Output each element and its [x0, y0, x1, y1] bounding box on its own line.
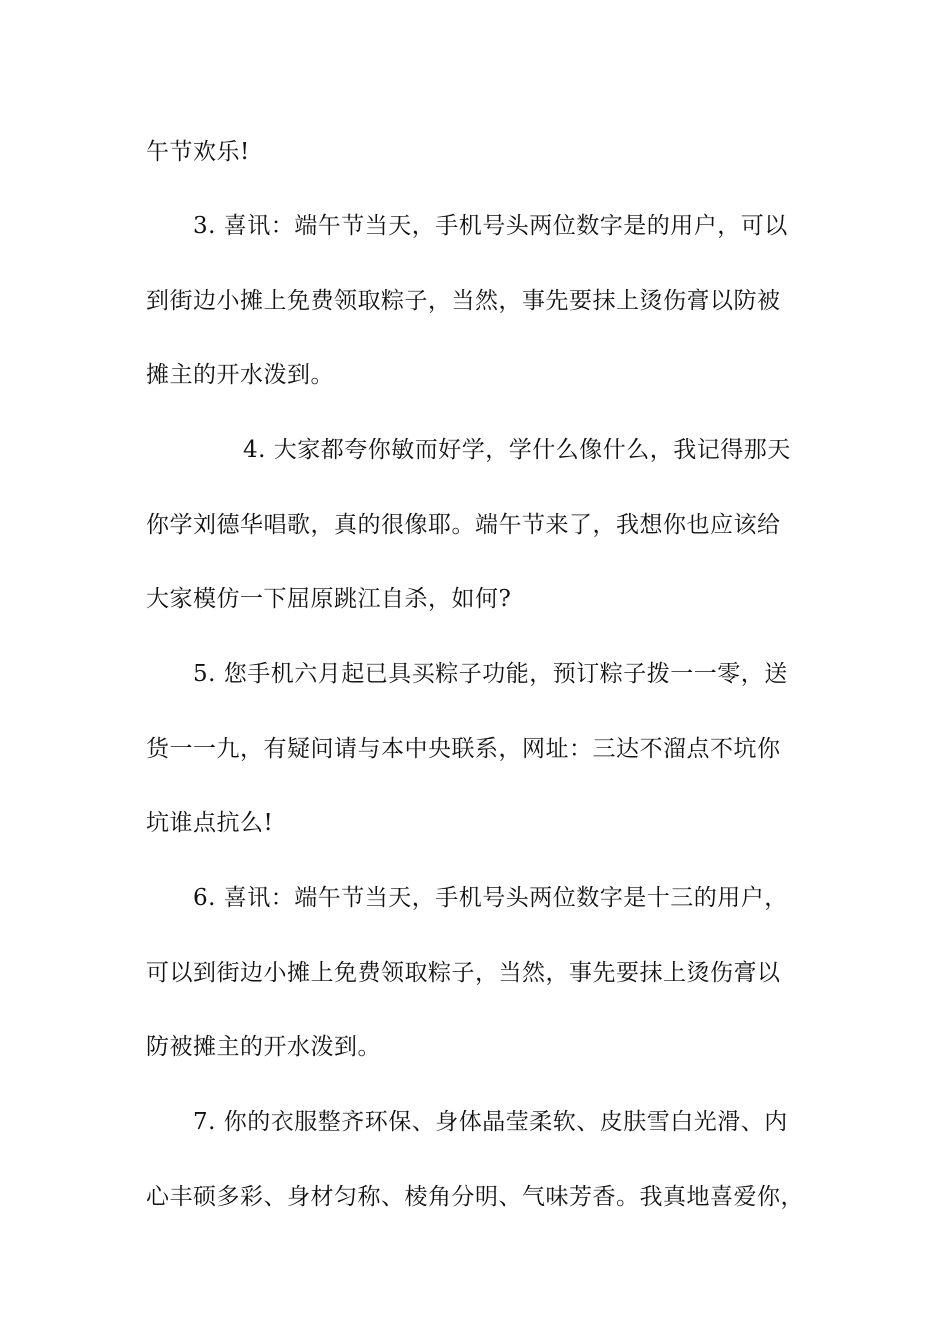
text-line: 可以到街边小摊上免费领取粽子，当然，事先要抹上烫伤膏以 [146, 960, 781, 986]
text-line: 大家模仿一下屈原跳江自杀，如何? [146, 586, 512, 612]
text-line: 坑谁点抗么! [146, 810, 274, 836]
text-line: 摊主的开水泼到。 [146, 362, 334, 388]
text-line: 3. 喜讯：端午节当天，手机号头两位数字是的用户，可以 [193, 213, 788, 239]
text-line: 防被摊主的开水泼到。 [146, 1034, 381, 1060]
text-line: 货一一九，有疑问请与本中央联系，网址：三达不溜点不坑你 [146, 736, 781, 762]
text-line: 心丰硕多彩、身材匀称、棱角分明、气味芳香。我真地喜爱你， [146, 1184, 804, 1210]
text-line: 你学刘德华唱歌，真的很像耶。端午节来了，我想你也应该给 [146, 512, 781, 538]
text-line: 7. 你的衣服整齐环保、身体晶莹柔软、皮肤雪白光滑、内 [193, 1109, 788, 1135]
text-line: 6. 喜讯：端午节当天，手机号头两位数字是十三的用户， [193, 885, 788, 911]
text-line: 午节欢乐! [146, 139, 250, 165]
text-line: 到街边小摊上免费领取粽子，当然，事先要抹上烫伤膏以防被 [146, 288, 781, 314]
text-line: 4. 大家都夸你敏而好学，学什么像什么，我记得那天 [243, 437, 791, 463]
text-line: 5. 您手机六月起已具买粽子功能，预订粽子拨一一零，送 [193, 661, 788, 687]
